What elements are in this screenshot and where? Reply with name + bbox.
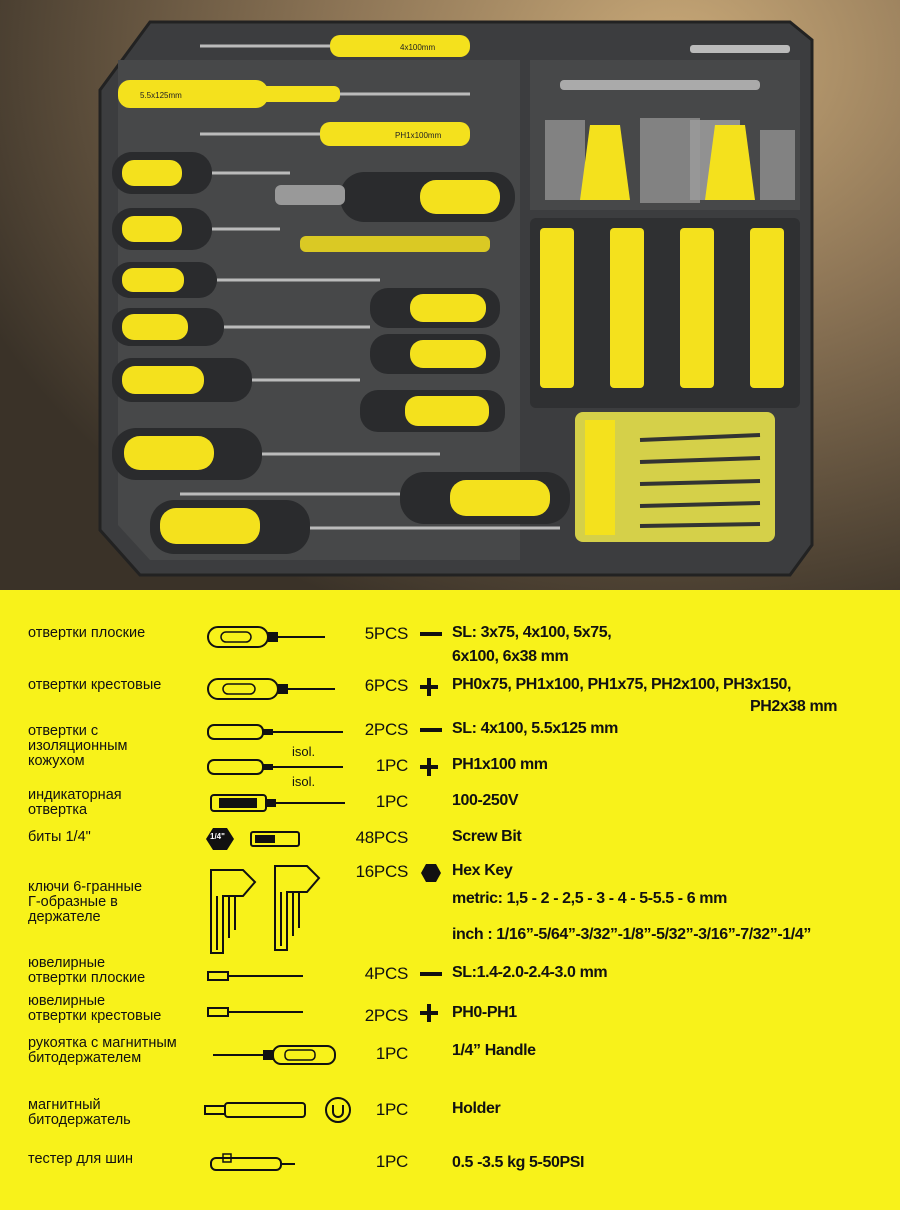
spec-row-holder (0, 1096, 900, 1156)
item-desc-line1: Screw Bit (452, 828, 522, 845)
phillips-screwdriver-icon (203, 674, 343, 704)
item-qty: 5PCS (364, 624, 408, 643)
item-qty: 1PC (375, 792, 408, 811)
tire-gauge-icon (203, 1150, 303, 1176)
item-label: отвертки крестовые (28, 677, 162, 693)
spec-row-flat-screwdrivers (0, 622, 900, 682)
item-qty: 1PC (375, 1044, 408, 1063)
item-label: отвертки с изоляционным кожухом (28, 723, 128, 769)
hexagon-icon (420, 862, 442, 884)
insulated-phillips-icon (203, 756, 353, 778)
insulated-screwdriver-icon (203, 721, 353, 743)
item-qty: 1PC (375, 756, 408, 775)
specification-list (0, 590, 900, 1200)
item-desc-line1: PH0-PH1 (452, 1004, 517, 1021)
item-desc-line1: SL: 3x75, 4x100, 5x75, (452, 624, 612, 641)
flat-screwdriver-icon (203, 622, 333, 652)
item-desc-line1: 0.5 -3.5 kg 5-50PSI (452, 1154, 585, 1171)
plus-icon (420, 756, 442, 778)
item-label: тестер для шин (28, 1151, 133, 1167)
precision-phillips-icon (203, 1002, 313, 1022)
spec-row-handle (0, 1036, 900, 1096)
item-desc-line2: 6x100, 6x38 mm (452, 648, 569, 665)
spec-row-hex-keys (0, 858, 900, 968)
item-qty: 6PCS (364, 676, 408, 695)
item-qty: 1PC (375, 1100, 408, 1119)
item-label: отвертки плоские (28, 625, 146, 641)
hex-key-set-icon (203, 858, 333, 958)
plus-icon (420, 676, 442, 698)
item-label: рукоятка с магнитным битодержателем (28, 1035, 177, 1066)
item-desc-line1: Holder (452, 1100, 501, 1117)
item-label: индикаторная отвертка (28, 787, 122, 818)
minus-icon (420, 720, 442, 742)
item-qty: 4PCS (364, 964, 408, 983)
bit-size-tag: 1/4" (210, 832, 225, 841)
tool-label-1: 4x100mm (400, 43, 436, 52)
minus-icon (420, 624, 442, 646)
tool-label-2: 5.5x125mm (140, 91, 182, 100)
item-label: биты 1/4" (28, 829, 91, 845)
item-qty: 48PCS (355, 828, 408, 847)
minus-icon (420, 964, 442, 986)
item-desc-line1: Hex Key (452, 862, 513, 879)
product-photo (0, 0, 900, 590)
item-label: ювелирные отвертки плоские (28, 955, 146, 986)
item-desc-line1: 1/4” Handle (452, 1042, 536, 1059)
tool-label-3: PH1x100mm (395, 131, 442, 140)
tool-case-illustration (0, 0, 900, 590)
item-label: ювелирные отвертки крестовые (28, 993, 162, 1024)
item-qty: 1PC (375, 1152, 408, 1171)
item-qty: 16PCS (355, 862, 408, 881)
plus-icon (420, 1002, 442, 1024)
item-qty: 2PCS (364, 1006, 408, 1025)
item-desc-line1: SL:1.4-2.0-2.4-3.0 mm (452, 964, 608, 981)
item-desc-line2: metric: 1,5 - 2 - 2,5 - 3 - 4 - 5-5.5 - 6 mm (452, 890, 727, 907)
item-desc-line1: PH0x75, PH1x100, PH1x75, PH2x100, PH3x150, (452, 676, 792, 693)
item-desc-line2: PH2x38 mm (750, 698, 838, 715)
item-desc-line3: inch : 1/16”-5/64”-3/32”-1/8”-5/32”-3/16”-7/32”-1/4” (452, 926, 811, 943)
isolation-tag: isol. (292, 744, 316, 759)
item-label: магнитный битодержатель (28, 1097, 131, 1128)
voltage-tester-icon (203, 790, 353, 816)
magnetic-holder-icon (203, 1096, 353, 1126)
spec-row-tire-tester (0, 1150, 900, 1210)
precision-flat-icon (203, 966, 313, 986)
item-qty: 2PCS (364, 720, 408, 739)
item-label: ключи 6-гранные Г-образные в держателе (28, 879, 143, 925)
item-desc-line1: 100-250V (452, 792, 519, 809)
item-desc-line1: PH1x100 mm (452, 756, 548, 773)
isolation-tag: isol. (292, 774, 316, 789)
bit-handle-icon (203, 1042, 343, 1068)
item-desc-line1: SL: 4x100, 5.5x125 mm (452, 720, 618, 737)
